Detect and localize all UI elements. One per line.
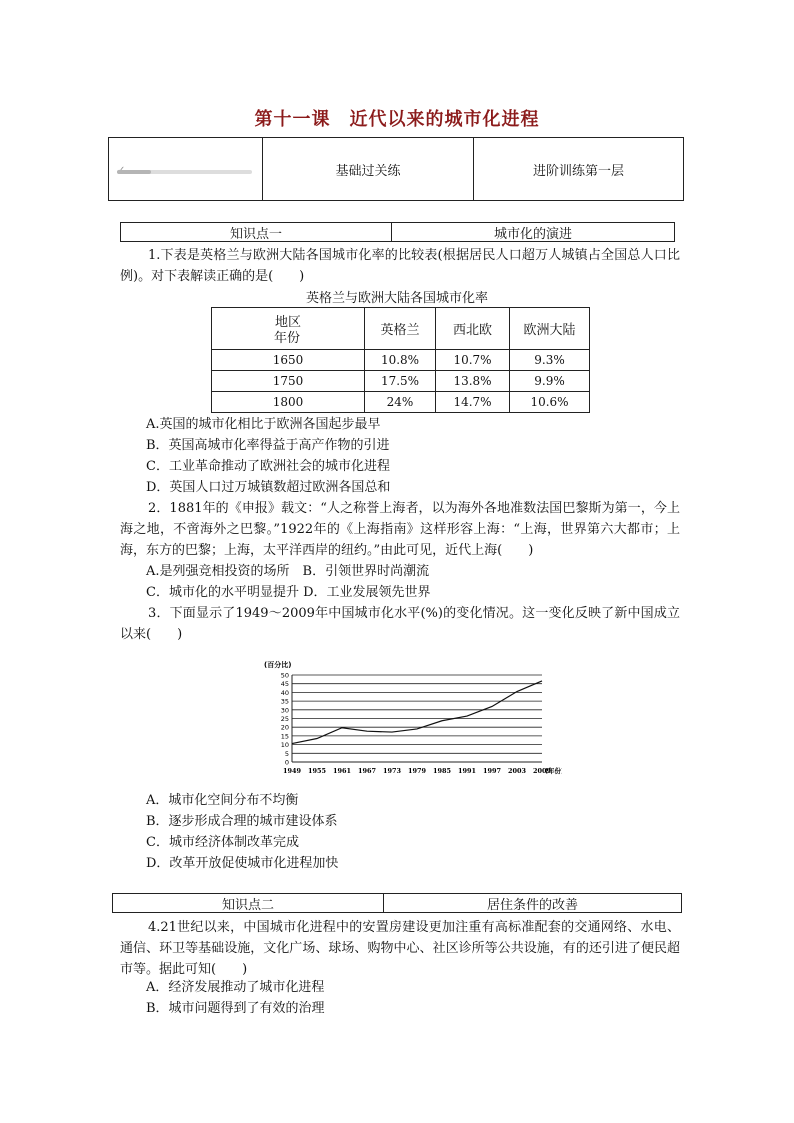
- table-cell: 13.8%: [436, 371, 510, 392]
- x-tick-label: 2003: [507, 767, 527, 775]
- knowledge-point-1-topic: 城市化的演进: [493, 226, 572, 242]
- y-axis-label: (百分比): [264, 661, 292, 669]
- q2-options-ab[interactable]: A.是列强竞相投资的场所 B．引领世界时尚潮流: [146, 564, 430, 579]
- table-cell: 10.8%: [365, 350, 436, 371]
- table-cell: 10.6%: [510, 392, 590, 413]
- table-row: [212, 392, 590, 413]
- x-axis-label: (年份: [545, 767, 561, 775]
- urbanization-line-chart: [252, 655, 562, 780]
- x-tick-label: 1973: [382, 767, 402, 775]
- row-year: 1650: [212, 350, 365, 371]
- column-header: 英格兰: [365, 308, 436, 350]
- table-corner-cell: [212, 308, 365, 350]
- table-caption: 英格兰与欧洲大陆各国城市化率: [305, 291, 488, 306]
- table-cell: 14.7%: [436, 392, 510, 413]
- y-tick-label: 25: [280, 715, 289, 723]
- header-table: [108, 137, 684, 201]
- question-2-stem: 2．1881年的《申报》载文：“人之称誉上海者，以为海外各地准数法国巴黎斯为第一，今上海之地，不啻海外之巴黎。”1922年的《上海指南》这样形容上海：“上海，世界第六大都市；上海，东方的巴黎；上海，太平洋西岸的纽约。”由此可见，近代上海( ): [120, 501, 680, 558]
- knowledge-point-1-bar: [120, 222, 675, 242]
- y-tick-label: 40: [280, 688, 289, 697]
- question-4-stem: 4.21世纪以来，中国城市化进程中的安置房建设更加注重有高标准配套的交通网络、水电、通信、环卫等基础设施，文化广场、球场、购物中心、社区诊所等公共设施，有的还引进了便民超市等。据此可知( ): [120, 920, 680, 977]
- table-row: [212, 371, 590, 392]
- column-header: 欧洲大陆: [510, 308, 590, 350]
- row-year: 1800: [212, 392, 365, 413]
- page-title: 第十一课 近代以来的城市化进程: [254, 109, 540, 130]
- q1-option-d[interactable]: D．英国人口过万城镇数超过欧洲各国总和: [146, 480, 391, 495]
- knowledge-point-2-label: 知识点二: [113, 894, 384, 912]
- q4-option-b[interactable]: B．城市问题得到了有效的治理: [146, 1001, 325, 1016]
- y-tick-label: 5: [284, 749, 289, 758]
- y-tick-label: 30: [280, 706, 289, 715]
- q1-option-b[interactable]: B．英国高城市化率得益于高产作物的引进: [146, 438, 390, 453]
- progress-bar: [117, 170, 252, 174]
- question-1-stem: 1.下表是英格兰与欧洲大陆各国城市化率的比较表(根据居民人口超万人城镇占全国总人口比例)。对下表解读正确的是( ): [120, 248, 680, 284]
- y-tick-label: 45: [280, 680, 289, 689]
- y-tick-label: 0: [284, 758, 289, 767]
- column-header: 西北欧: [436, 308, 510, 350]
- urbanization-rate-table: [211, 307, 590, 413]
- x-tick-label: 1979: [407, 767, 427, 775]
- y-tick-label: 20: [280, 723, 289, 732]
- q1-option-c[interactable]: C．工业革命推动了欧洲社会的城市化进程: [146, 459, 390, 474]
- y-tick-label: 15: [280, 732, 289, 741]
- header-basic-practice: 基础过关练: [263, 138, 474, 200]
- q3-option-c[interactable]: C．城市经济体制改革完成: [146, 835, 299, 850]
- q4-option-a[interactable]: A．经济发展推动了城市化进程: [146, 980, 325, 995]
- corner-region-label: 地区: [274, 315, 301, 330]
- y-tick-label: 10: [280, 741, 289, 750]
- x-tick-label: 1985: [432, 767, 452, 775]
- table-cell: 9.3%: [510, 350, 590, 371]
- series-line: [292, 681, 542, 744]
- progress-fill: [117, 170, 151, 174]
- x-tick-label: 1997: [482, 767, 502, 775]
- knowledge-point-2-bar: [112, 893, 682, 913]
- table-cell: 9.9%: [510, 371, 590, 392]
- x-tick-label: 1967: [357, 767, 377, 775]
- urbanization-chart: [252, 655, 562, 780]
- x-tick-label: 1949: [282, 767, 302, 775]
- corner-year-label: 年份: [274, 331, 301, 346]
- header-advanced-practice: 进阶训练第一层: [532, 163, 624, 179]
- q1-option-a[interactable]: A.英国的城市化相比于欧洲各国起步最早: [146, 417, 381, 432]
- table-cell: 10.7%: [436, 350, 510, 371]
- q3-option-d[interactable]: D．改革开放促使城市化进程加快: [146, 856, 339, 871]
- x-tick-label: 1961: [332, 767, 352, 775]
- q2-options-cd[interactable]: C．城市化的水平明显提升 D．工业发展领先世界: [146, 585, 431, 600]
- x-tick-label: 1991: [457, 767, 477, 775]
- knowledge-point-2-topic: 居住条件的改善: [486, 897, 578, 913]
- y-tick-label: 50: [280, 671, 289, 680]
- x-tick-label: 1955: [307, 767, 327, 775]
- q3-option-a[interactable]: A．城市化空间分布不均衡: [146, 793, 299, 808]
- y-tick-label: 35: [280, 697, 289, 706]
- table-cell: 24%: [365, 392, 436, 413]
- row-year: 1750: [212, 371, 365, 392]
- q3-option-b[interactable]: B．逐步形成合理的城市建设体系: [146, 814, 338, 829]
- x-tick-label: 2009: [532, 767, 552, 775]
- knowledge-point-1-label: 知识点一: [121, 223, 392, 241]
- table-row: [212, 350, 590, 371]
- question-3-stem: 3．下面显示了1949～2009年中国城市化水平(%)的变化情况。这一变化反映了新中国成立以来( ): [120, 606, 680, 642]
- progress-cell: [109, 138, 263, 200]
- table-cell: 17.5%: [365, 371, 436, 392]
